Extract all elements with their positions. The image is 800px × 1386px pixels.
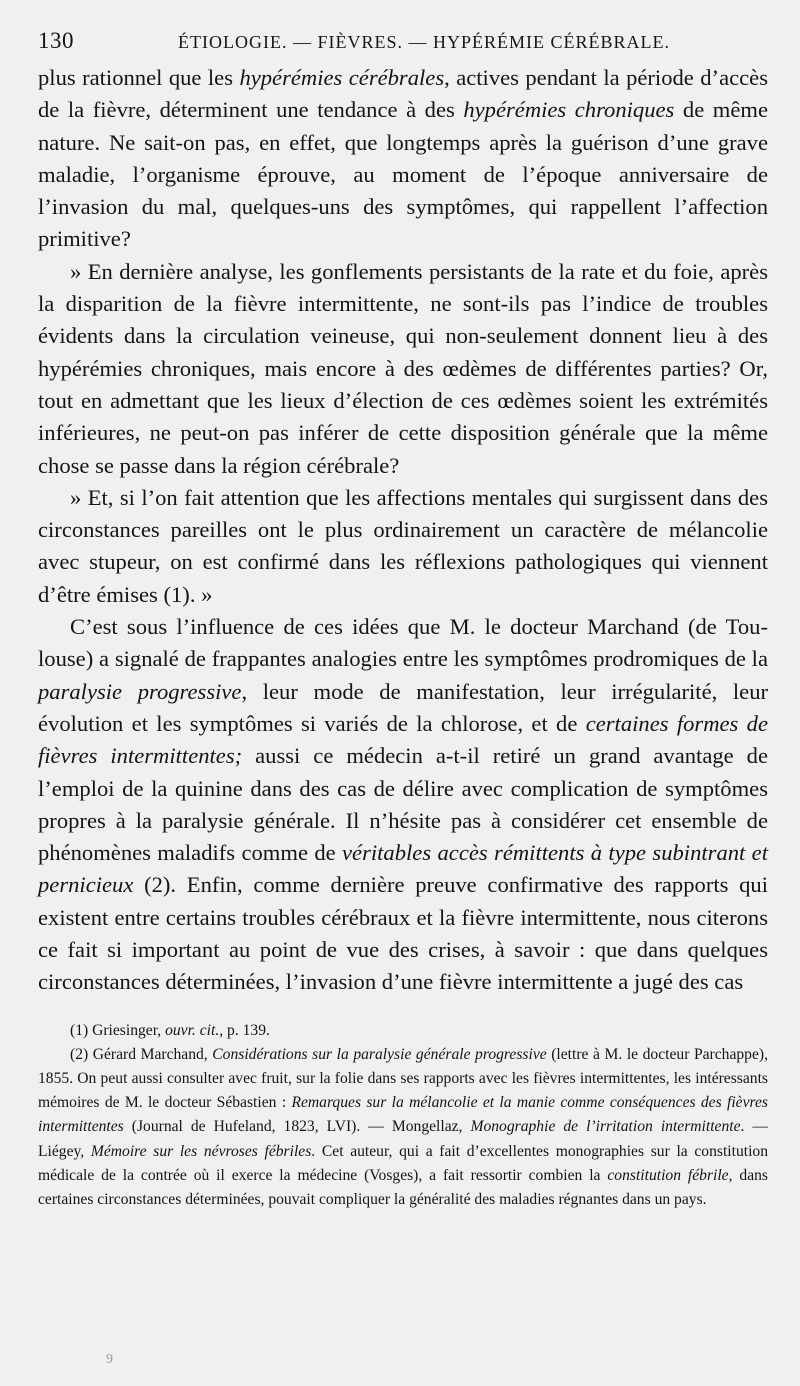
- paragraph: [38, 611, 768, 999]
- main-text: [38, 62, 768, 999]
- italic-text: hypérémies chroniques: [463, 97, 675, 123]
- footnote: [38, 1043, 768, 1212]
- page-number: 130: [38, 28, 74, 53]
- text-run: (1) Griesinger,: [70, 1021, 166, 1039]
- italic-text: véritables accès rémittents à type subintrant et pernicieux: [38, 840, 768, 898]
- italic-text: Considérations sur la paralysie générale progressive: [212, 1045, 547, 1063]
- text-run: , dans certaines circonstances déterminées, pouvait compliquer la généralité des maladies régnantes dans un pays.: [38, 1166, 768, 1209]
- footnotes: [38, 1019, 768, 1213]
- text-run: (2) Gérard Marchand,: [70, 1045, 213, 1063]
- text-run: (2). Enfin, comme dernière preuve confirmative des rapports qui existent entre certains troubles cérébraux et la fièvre intermittente, nous citerons ce fait si important au point de vue des crises, à savoir : que dans quelques circonstances déterminées, l’invasion d’une fièvre intermittente a jugé des cas: [38, 872, 768, 995]
- italic-text: Mémoire sur les névroses fébriles: [90, 1142, 312, 1160]
- text-run: C’est sous l’influence de ces idées que M. le docteur Marchand (de Toulouse) a signalé de frappantes analogies entre les symptômes prodromiques de la: [38, 614, 768, 672]
- text-run: » En dernière analyse, les gonflements persistants de la rate et du foie, après la disparition de la fièvre intermittente, ne sont-ils pas l’indice de troubles évidents dans la circulation veineuse, qui non-seulement donnent lieu à des hypérémies chroniques, mais encore à des œdèmes de différentes parties? Or, tout en admettant que les lieux d’élection de ces œdèmes soient les extrémités inférieures, ne peut-on pas inférer de cette disposition générale que la même chose se passe dans la région cérébrale?: [38, 258, 768, 478]
- running-title: ÉTIOLOGIE. — FIÈVRES. — HYPÉRÉMIE CÉRÉBRALE.: [178, 32, 670, 52]
- text-run: , p. 139.: [219, 1021, 270, 1039]
- italic-text: Monographie de l’irritation intermittente: [470, 1118, 741, 1136]
- text-run: . — Liégey,: [38, 1118, 768, 1160]
- footnote: [38, 1019, 768, 1043]
- paragraph: [38, 256, 768, 482]
- italic-text: hypérémies cérébrales: [239, 65, 445, 90]
- italic-text: Remarques sur la mélancolie et la manie comme conséquences des fièvres intermittentes: [38, 1094, 768, 1136]
- paragraph: [38, 62, 768, 256]
- text-run: plus rationnel que les: [38, 65, 240, 90]
- text-run: . Cet auteur, qui a fait d’excellentes monographies sur la constitution médicale de la contrée où il exerce la médecine (Vosges), a fait ressortir combien la: [38, 1142, 769, 1184]
- italic-text: certaines formes de fièvres intermittentes;: [38, 710, 768, 769]
- text-run: (Journal de Hufeland, 1823, LVI). — Mongellaz,: [123, 1118, 471, 1136]
- text-run: (lettre à M. le docteur Parchappe), 1855. On peut aussi consulter avec fruit, sur la folie dans ses rapports avec les fièvres intermittentes, les intéressants mémoires de M. le docteur Sébastien :: [38, 1045, 768, 1112]
- text-run: » Et, si l’on fait attention que les affections mentales qui surgissent dans des circonstances pareilles ont le plus ordinairement un caractère de mélancolie avec stupeur, on est confirmé dans les réflexions pathologiques qui viennent d’être émises (1). »: [38, 484, 768, 607]
- text-run: , actives pendant la période d’accès de la fièvre, déterminent une tendance à des: [38, 65, 768, 123]
- signature-mark: 9: [106, 1352, 113, 1367]
- italic-text: constitution fébrile: [607, 1166, 729, 1184]
- text-run: aussi ce médecin a-t-il retiré un grand avantage de l’emploi de la quinine dans des cas de délire avec complication de symptômes propres à la paralysie générale. Il n’hésite pas à considérer cet ensemble de phénomènes maladifs comme de: [38, 743, 768, 866]
- italic-text: ouvr. cit.: [165, 1021, 220, 1039]
- book-page: [38, 28, 768, 1368]
- text-run: , leur mode de manifestation, leur irrégularité, leur évolution et les symptômes si variés de la chlorose, et de: [38, 678, 769, 736]
- italic-text: paralysie progressive: [38, 678, 242, 704]
- text-run: de même nature. Ne sait-on pas, en effet, que longtemps après la guérison d’une grave maladie, l’organisme éprouve, au moment de l’époque anniversaire de l’invasion du mal, quelques-uns des symptômes, qui rappellent l’affection primitive?: [38, 97, 768, 252]
- paragraph: [38, 482, 768, 611]
- running-header: [38, 28, 768, 62]
